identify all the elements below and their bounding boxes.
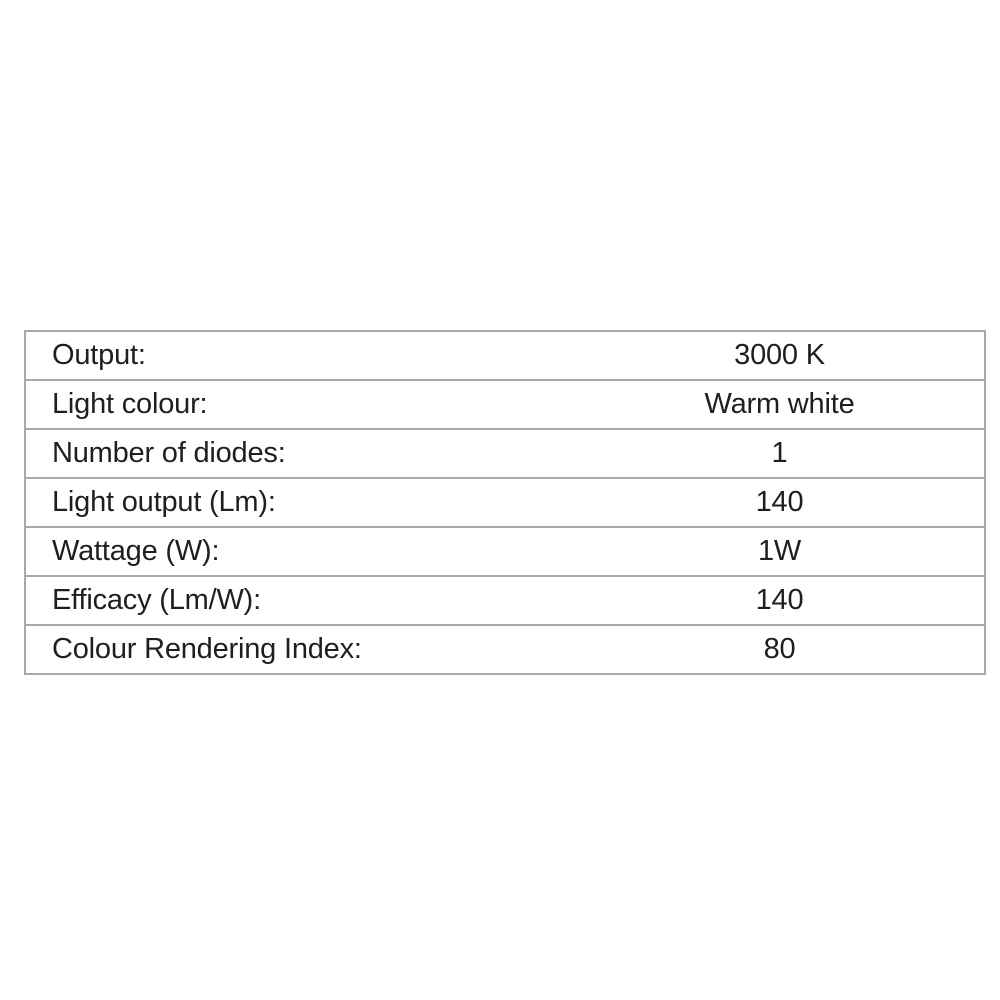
spec-value: 1: [670, 429, 985, 478]
spec-label: Output:: [25, 331, 670, 380]
spec-value: 140: [670, 576, 985, 625]
table-row: [25, 576, 985, 625]
spec-label: Light colour:: [25, 380, 670, 429]
table-row: [25, 527, 985, 576]
spec-label: Number of diodes:: [25, 429, 670, 478]
spec-value: 1W: [670, 527, 985, 576]
spec-value: 80: [670, 625, 985, 674]
spec-table: [24, 330, 986, 675]
spec-value: Warm white: [670, 380, 985, 429]
spec-value: 3000 K: [670, 331, 985, 380]
spec-label: Efficacy (Lm/W):: [25, 576, 670, 625]
table-row: [25, 380, 985, 429]
spec-label: Light output (Lm):: [25, 478, 670, 527]
spec-label: Wattage (W):: [25, 527, 670, 576]
spec-value: 140: [670, 478, 985, 527]
table-row: [25, 478, 985, 527]
table-row: [25, 625, 985, 674]
spec-label: Colour Rendering Index:: [25, 625, 670, 674]
table-row: [25, 331, 985, 380]
table-row: [25, 429, 985, 478]
